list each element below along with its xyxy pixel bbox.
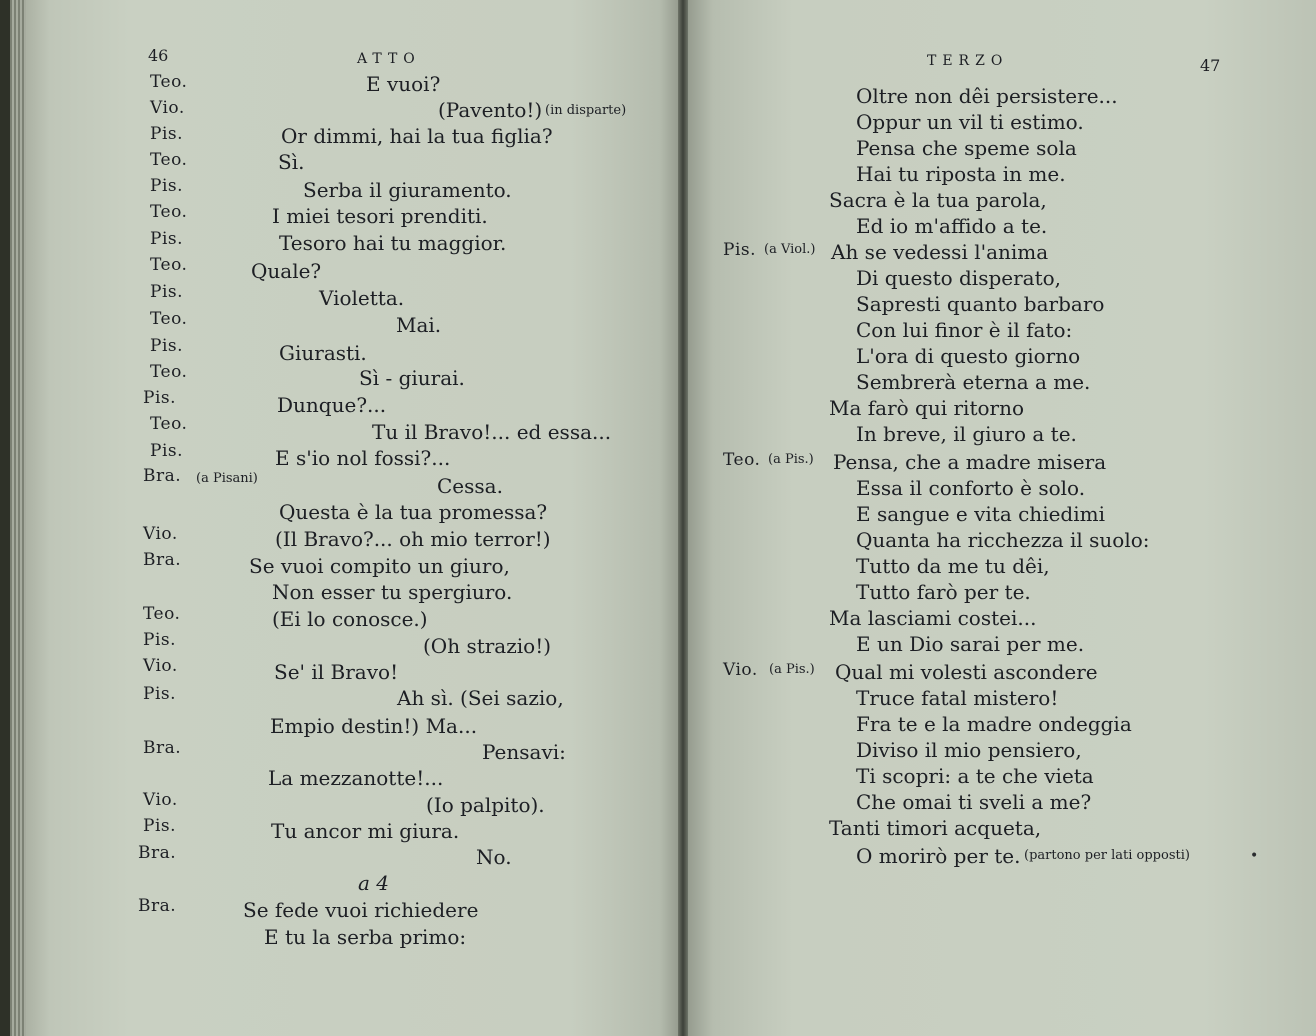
speaker-label: Bra. — [143, 550, 182, 570]
speaker-label: Teo. — [150, 72, 188, 92]
ink-speck: • — [1250, 848, 1259, 864]
verse-line: Pensa che speme sola — [856, 136, 1077, 160]
page-edges — [10, 0, 26, 1036]
verse-line: Tutto farò per te. — [856, 580, 1031, 604]
page-number-left: 46 — [148, 46, 169, 65]
verse-line: Mai. — [396, 313, 442, 337]
verse-line: Tu ancor mi giura. — [271, 819, 460, 843]
speaker-label: Vio. — [150, 98, 185, 118]
verse-line: Sì. — [278, 150, 305, 174]
verse-line: (Ei lo conosce.) — [272, 607, 428, 631]
verse-line: Sacra è la tua parola, — [829, 188, 1047, 212]
verse-line: Questa è la tua promessa? — [279, 500, 548, 524]
verse-line: (Io palpito). — [426, 793, 545, 817]
speaker-label: Vio. — [143, 790, 178, 810]
verse-line: E vuoi? — [366, 72, 441, 96]
verse-line: Dunque?... — [277, 393, 387, 417]
verse-line: E sangue e vita chiedimi — [856, 502, 1105, 526]
verse-line: Empio destin!) Ma... — [270, 714, 478, 738]
verse-line: Fra te e la madre ondeggia — [856, 712, 1132, 736]
speaker-label: Pis. — [143, 388, 177, 408]
verse-line: E tu la serba primo: — [264, 925, 467, 949]
verse-line: Quanta ha ricchezza il suolo: — [856, 528, 1150, 552]
speaker-label: Pis. — [150, 282, 184, 302]
stage-direction: (a Pisani) — [196, 471, 258, 486]
verse-line: Truce fatal mistero! — [856, 686, 1059, 710]
speaker-label: Bra. — [138, 843, 177, 863]
speaker-label: Teo. — [150, 150, 188, 170]
stage-direction: (a Viol.) — [764, 242, 816, 257]
speaker-label: Bra. — [143, 738, 182, 758]
speaker-label: Vio. — [143, 656, 178, 676]
verse-line: Oppur un vil ti estimo. — [856, 110, 1084, 134]
verse-line: Sembrerà eterna a me. — [856, 370, 1091, 394]
verse-line: Diviso il mio pensiero, — [856, 738, 1082, 762]
verse-line: Con lui finor è il fato: — [856, 318, 1073, 342]
verse-line: Or dimmi, hai la tua figlia? — [281, 124, 553, 148]
verse-line: Ed io m'affido a te. — [856, 214, 1048, 238]
verse-line: Serba il giuramento. — [303, 178, 512, 202]
verse-line: Ti scopri: a te che vieta — [856, 764, 1094, 788]
speaker-label: Pis. — [150, 124, 184, 144]
verse-line: E s'io nol fossi?... — [275, 446, 451, 470]
speaker-label: Pis. — [723, 240, 757, 260]
speaker-label: Teo. — [143, 604, 181, 624]
verse-line: Essa il conforto è solo. — [856, 476, 1086, 500]
verse-line: Cessa. — [437, 474, 503, 498]
speaker-label: Teo. — [150, 362, 188, 382]
verse-line: Hai tu riposta in me. — [856, 162, 1066, 186]
speaker-label: Teo. — [723, 450, 761, 470]
verse-line: Sapresti quanto barbaro — [856, 292, 1105, 316]
running-head-right: TERZO — [927, 53, 1009, 69]
verse-line: Che omai ti sveli a me? — [856, 790, 1092, 814]
speaker-label: Pis. — [143, 816, 177, 836]
verse-line: Ma lasciami costei... — [829, 606, 1037, 630]
verse-line: Pensa, che a madre misera — [833, 450, 1107, 474]
verse-line: Pensavi: — [482, 740, 566, 764]
speaker-label: Pis. — [150, 229, 184, 249]
verse-line: (Pavento!) — [438, 98, 543, 122]
verse-line: Tu il Bravo!... ed essa... — [372, 420, 612, 444]
stage-direction: (in disparte) — [545, 103, 627, 118]
speaker-label: Teo. — [150, 414, 188, 434]
speaker-label: Teo. — [150, 309, 188, 329]
speaker-label: Vio. — [143, 524, 178, 544]
verse-line: Tesoro hai tu maggior. — [279, 231, 507, 255]
verse-line: Tutto da me tu dêi, — [856, 554, 1050, 578]
speaker-label: Pis. — [143, 630, 177, 650]
verse-line: Se vuoi compito un giuro, — [249, 554, 510, 578]
speaker-label: Pis. — [150, 336, 184, 356]
verse-line: Se fede vuoi richiedere — [243, 898, 479, 922]
verse-line: Ma farò qui ritorno — [829, 396, 1024, 420]
verse-line: I miei tesori prenditi. — [272, 204, 488, 228]
verse-line: Tanti timori acqueta, — [829, 816, 1042, 840]
verse-line: Qual mi volesti ascondere — [835, 660, 1098, 684]
verse-line: No. — [476, 845, 512, 869]
speaker-label: Pis. — [143, 684, 177, 704]
ensemble-marker: a 4 — [358, 871, 390, 895]
verse-line: O morirò per te. — [856, 844, 1021, 868]
verse-line: Non esser tu spergiuro. — [272, 580, 513, 604]
verse-line: La mezzanotte!... — [268, 766, 444, 790]
stage-direction: (a Pis.) — [768, 452, 814, 467]
verse-line: Violetta. — [319, 286, 405, 310]
verse-line: Ah sì. (Sei sazio, — [397, 686, 564, 710]
speaker-label: Vio. — [723, 660, 758, 680]
stage-direction: (a Pis.) — [769, 662, 815, 677]
verse-line: L'ora di questo giorno — [856, 344, 1081, 368]
speaker-label: Bra. — [138, 896, 177, 916]
verse-line: Ah se vedessi l'anima — [831, 240, 1049, 264]
verse-line: Quale? — [251, 259, 322, 283]
speaker-label: Bra. — [143, 466, 182, 486]
speaker-label: Teo. — [150, 202, 188, 222]
verse-line: Sì - giurai. — [359, 366, 465, 390]
verse-line: (Il Bravo?... oh mio terror!) — [275, 527, 551, 551]
stage-direction: (partono per lati opposti) — [1024, 848, 1190, 863]
verse-line: Di questo disperato, — [856, 266, 1062, 290]
verse-line: Oltre non dêi persistere... — [856, 84, 1118, 108]
verse-line: In breve, il giuro a te. — [856, 422, 1077, 446]
page-number-right: 47 — [1200, 56, 1221, 75]
speaker-label: Pis. — [150, 441, 184, 461]
book-gutter — [678, 0, 688, 1036]
verse-line: E un Dio sarai per me. — [856, 632, 1085, 656]
verse-line: Giurasti. — [279, 341, 367, 365]
speaker-label: Teo. — [150, 255, 188, 275]
speaker-label: Pis. — [150, 176, 184, 196]
verse-line: (Oh strazio!) — [423, 634, 552, 658]
verse-line: Se' il Bravo! — [274, 660, 399, 684]
running-head-left: ATTO — [357, 51, 421, 67]
